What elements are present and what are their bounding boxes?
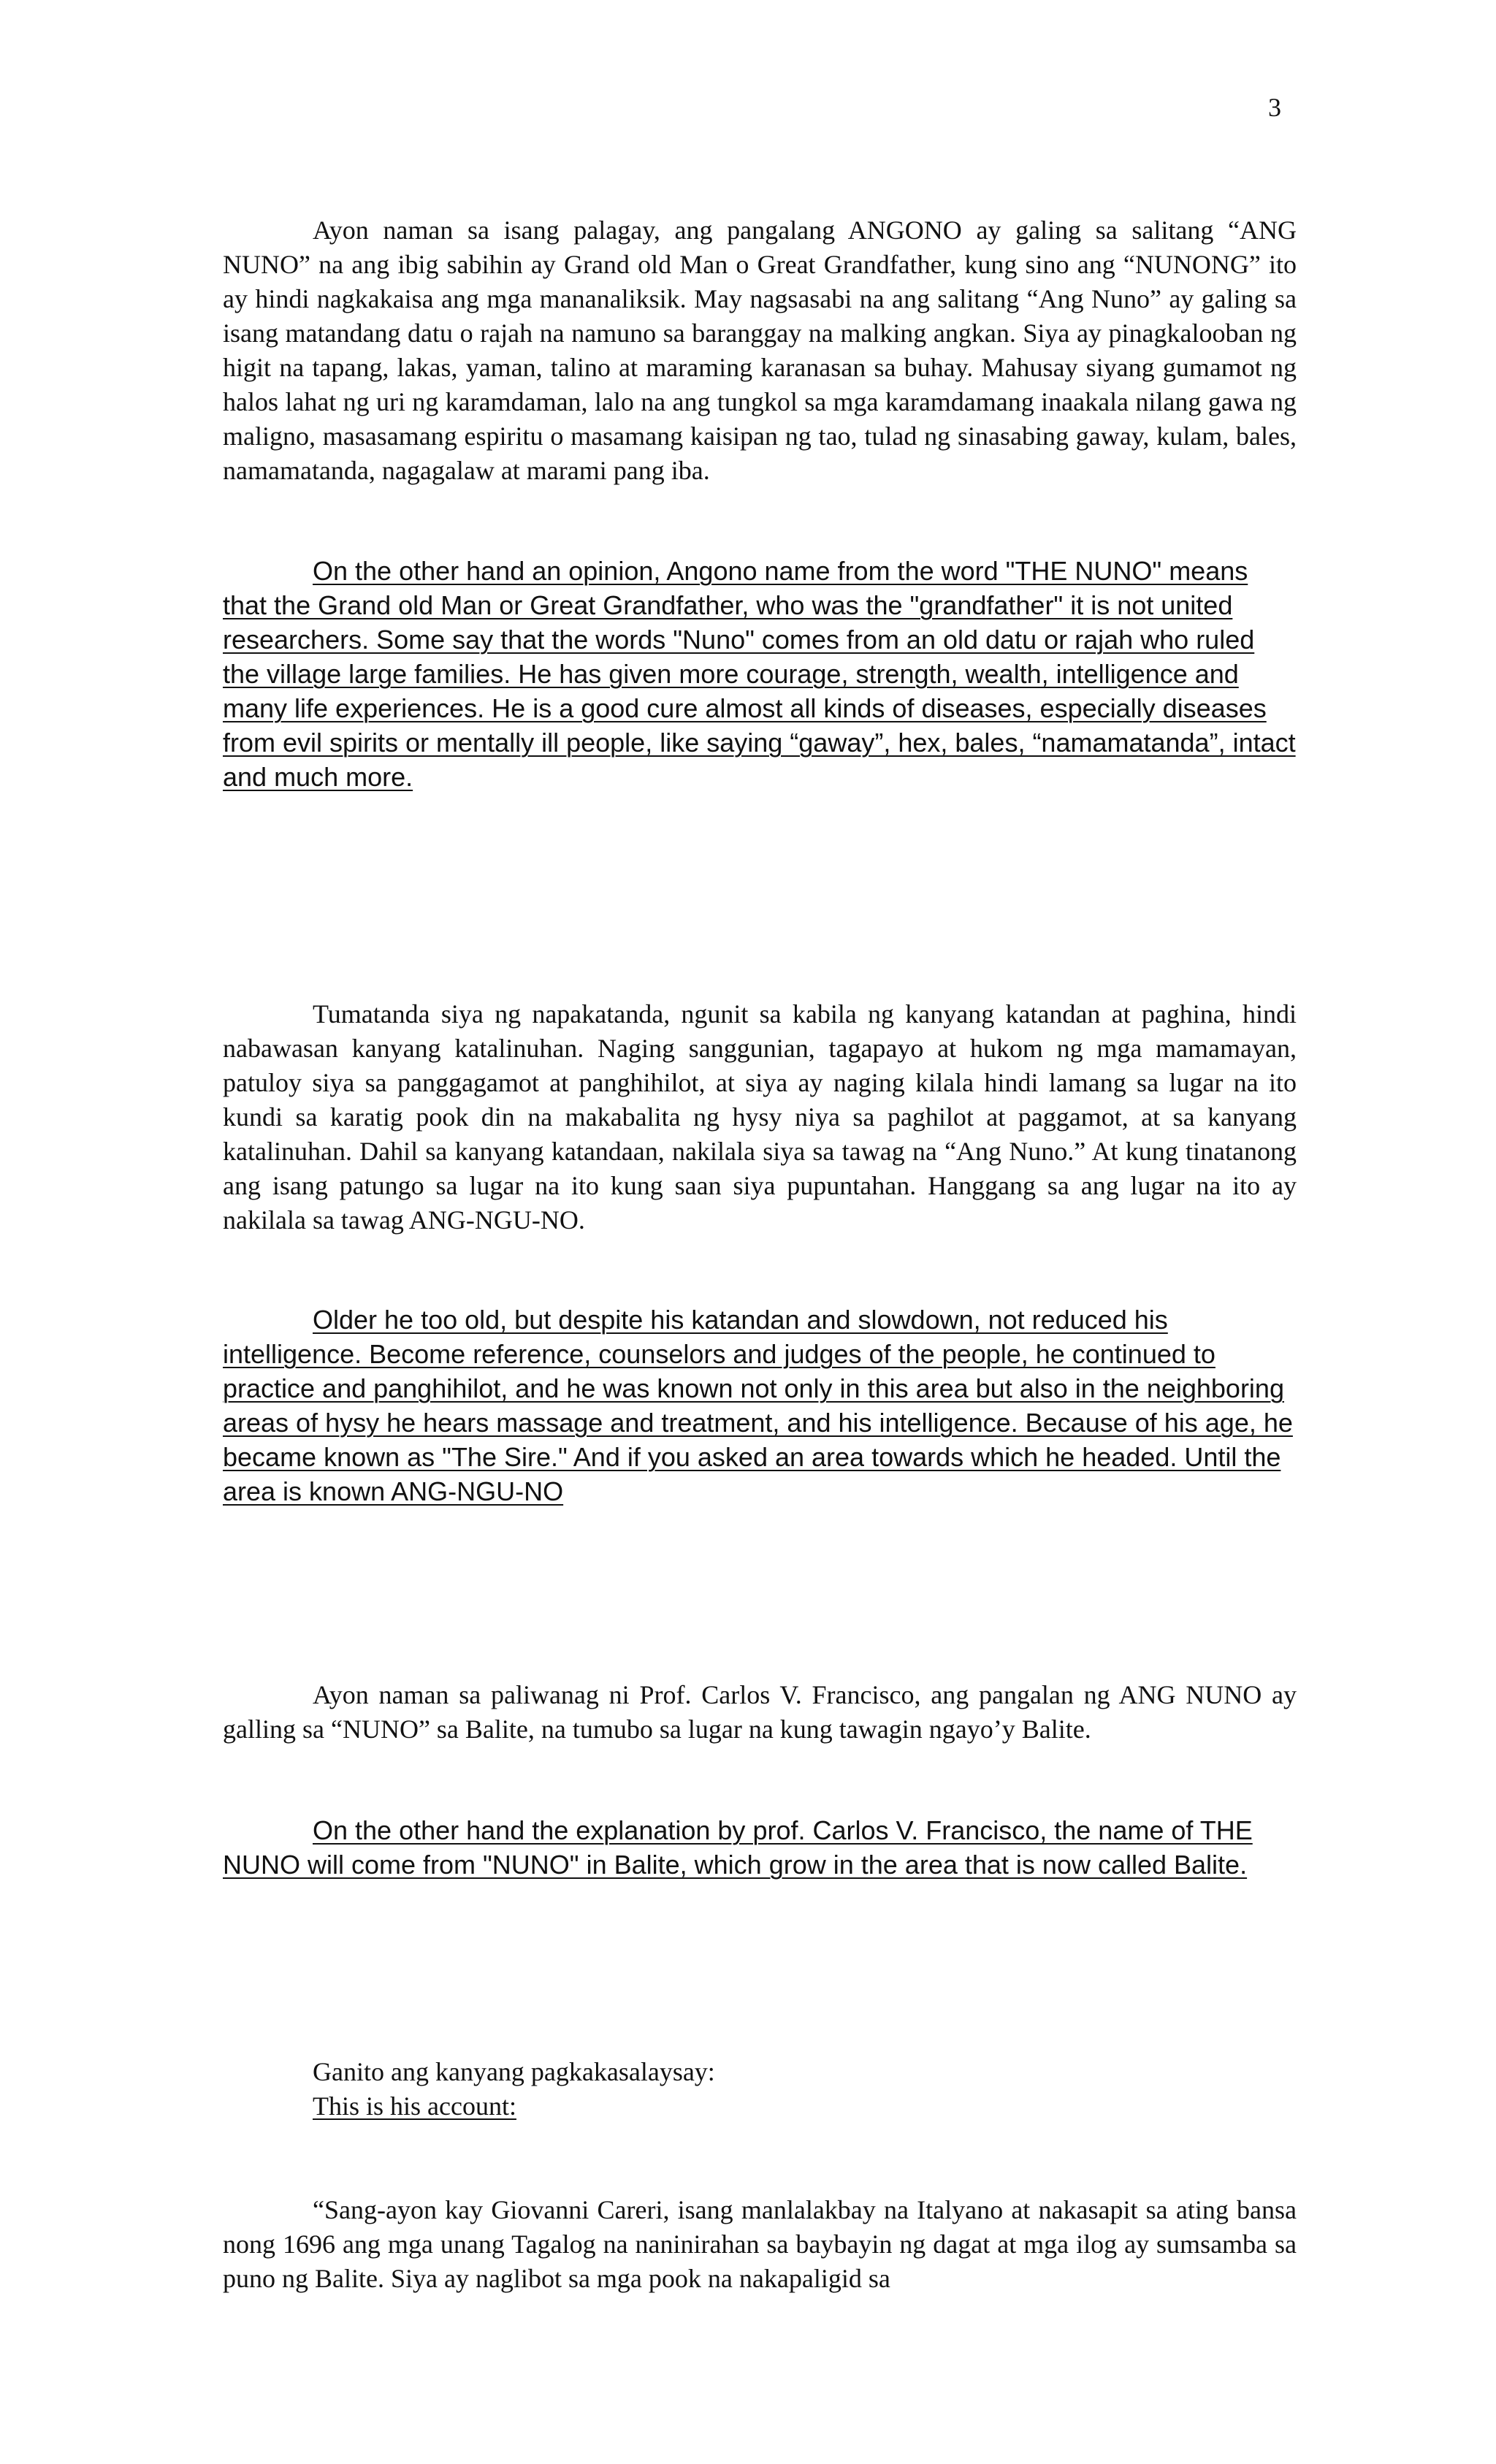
quote-paragraph: “Sang-ayon kay Giovanni Careri, isang manlalakbay na Italyano at nakasapit sa ating bansa nong 1696 ang mga unang Tagalog na naninirahan sa baybayin ng dagat at mga ilog ay sumsamba sa puno ng Balite. Siya ay naglibot sa mga pook na nakapaligid sa	[223, 2195, 1297, 2293]
page-number: 3	[1268, 93, 1281, 122]
paragraph-tagalog-3: Ayon naman sa paliwanag ni Prof. Carlos V. Francisco, ang pangalan ng ANG NUNO ay galling sa “NUNO” sa Balite, na tumubo sa lugar na kung tawagin ngayo’y Balite.	[223, 1680, 1297, 1744]
account-intro-english: This is his account:	[313, 2091, 516, 2121]
paragraph-english-2: Older he too old, but despite his katandan and slowdown, not reduced his intelligence. Become reference, counselors and judges of the people, he continued to practice and panghihilot, and he was known not only in this area but also in the neighboring areas of hysy he hears massage and treatment, and his intelligence. Because of his age, he became known as "The Sire." And if you asked an area towards which he headed. Until the area is known ANG-NGU-NO	[223, 1305, 1293, 1506]
paragraph-english-1: On the other hand an opinion, Angono name from the word "THE NUNO" means that the Grand old Man or Great Grandfather, who was the "grandfather" it is not united researchers. Some say that the words "Nuno" comes from an old datu or rajah who ruled the village large families. He has given more courage, strength, wealth, intelligence and many life experiences. He is a good cure almost all kinds of diseases, especially diseases from evil spirits or mentally ill people, like saying “gaway”, hex, bales, “namamatanda”, intact and much more.	[223, 556, 1296, 792]
paragraph-tagalog-2: Tumatanda siya ng napakatanda, ngunit sa kabila ng kanyang katandan at paghina, hindi nabawasan kanyang katalinuhan. Naging sanggunian, tagapayo at hukom ng mga mamamayan, patuloy siya sa panggagamot at panghihilot, at siya ay naging kilala hindi lamang sa lugar na ito kundi sa karatig pook din na makabalita ng hysy niya sa paghilot at paggamot, at sa kanyang katalinuhan. Dahil sa kanyang katandaan, nakilala siya sa tawag na “Ang Nuno.” At kung tinatanong ang isang patungo sa lugar na ito kung saan siya pupuntahan. Hanggang sa ang lugar na ito ay nakilala sa tawag ANG-NGU-NO.	[223, 999, 1297, 1235]
account-intro-tagalog: Ganito ang kanyang pagkakasalaysay:	[313, 2057, 715, 2086]
paragraph-tagalog-1: Ayon naman sa isang palagay, ang pangalang ANGONO ay galing sa salitang “ANG NUNO” na ang ibig sabihin ay Grand old Man o Great Grandfather, kung sino ang “NUNONG” ito ay hindi nagkakaisa ang mga mananaliksik. May nagsasabi na ang salitang “Ang Nuno” ay galing sa isang matandang datu o rajah na namuno sa baranggay na malking angkan. Siya ay pinagkalooban ng higit na tapang, lakas, yaman, talino at maraming karanasan sa buhay. Mahusay siyang gumamot ng halos lahat ng uri ng karamdaman, lalo na ang tungkol sa mga karamdamang inaakala nilang gawa ng maligno, masasamang espiritu o masamang kaisipan ng tao, tulad ng sinasabing gaway, kulam, bales, namamatanda, nagagalaw at marami pang iba.	[223, 215, 1297, 485]
paragraph-english-3: On the other hand the explanation by prof. Carlos V. Francisco, the name of THE NUNO will come from "NUNO" in Balite, which grow in the area that is now called Balite.	[223, 1815, 1253, 1880]
